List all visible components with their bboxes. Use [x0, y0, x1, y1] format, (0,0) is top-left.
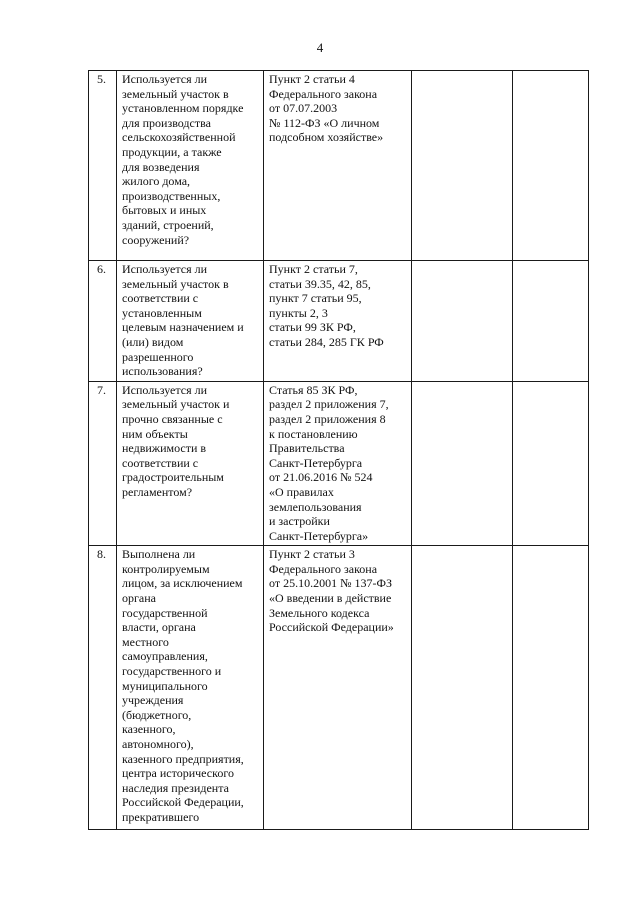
row-number: 5. — [89, 71, 117, 261]
legal-reference-cell: Статья 85 ЗК РФ, раздел 2 приложения 7, раздел 2 приложения 8 к постановлению Правительства Санкт-Петербурга от 21.06.2016 № 524 «О правилах землепользования и застройки Санкт-Петербурга» — [264, 381, 412, 546]
note-cell[interactable] — [513, 381, 589, 546]
legal-reference-cell: Пункт 2 статьи 3 Федерального закона от 25.10.2001 № 137-ФЗ «О введении в действие Земельного кодекса Российской Федерации» — [264, 546, 412, 830]
table-row — [89, 261, 589, 382]
page-number: 4 — [316, 40, 324, 55]
row-number: 8. — [89, 546, 117, 830]
row-number: 7. — [89, 381, 117, 546]
row-number: 6. — [89, 261, 117, 382]
note-cell[interactable] — [513, 546, 589, 830]
question-cell: Используется ли земельный участок и прочно связанные с ним объекты недвижимости в соответствии с градостроительным регламентом? — [117, 381, 264, 546]
note-cell[interactable] — [513, 261, 589, 382]
table-row — [89, 546, 589, 830]
note-cell[interactable] — [513, 71, 589, 261]
question-cell: Используется ли земельный участок в установленном порядке для производства сельскохозяйственной продукции, а также для возведения жилого дома, производственных, бытовых и иных зданий, строений, сооружений? — [117, 71, 264, 261]
answer-cell[interactable] — [412, 381, 513, 546]
question-cell: Используется ли земельный участок в соответствии с установленным целевым назначением и (или) видом разрешенного использования? — [117, 261, 264, 382]
answer-cell[interactable] — [412, 261, 513, 382]
answer-cell[interactable] — [412, 546, 513, 830]
checklist-table — [88, 70, 589, 830]
table-row — [89, 381, 589, 546]
legal-reference-cell: Пункт 2 статьи 7, статьи 39.35, 42, 85, пункт 7 статьи 95, пункты 2, 3 статьи 99 ЗК РФ, статьи 284, 285 ГК РФ — [264, 261, 412, 382]
answer-cell[interactable] — [412, 71, 513, 261]
question-cell: Выполнена ли контролируемым лицом, за исключением органа государственной власти, органа местного самоуправления, государственного и муниципального учреждения (бюджетного, казенного, автономного), казенного предприятия, центра исторического наследия президента Российской Федерации, прекратившего — [117, 546, 264, 830]
legal-reference-cell: Пункт 2 статьи 4 Федерального закона от 07.07.2003 № 112-ФЗ «О личном подсобном хозяйстве» — [264, 71, 412, 261]
table-row — [89, 71, 589, 261]
